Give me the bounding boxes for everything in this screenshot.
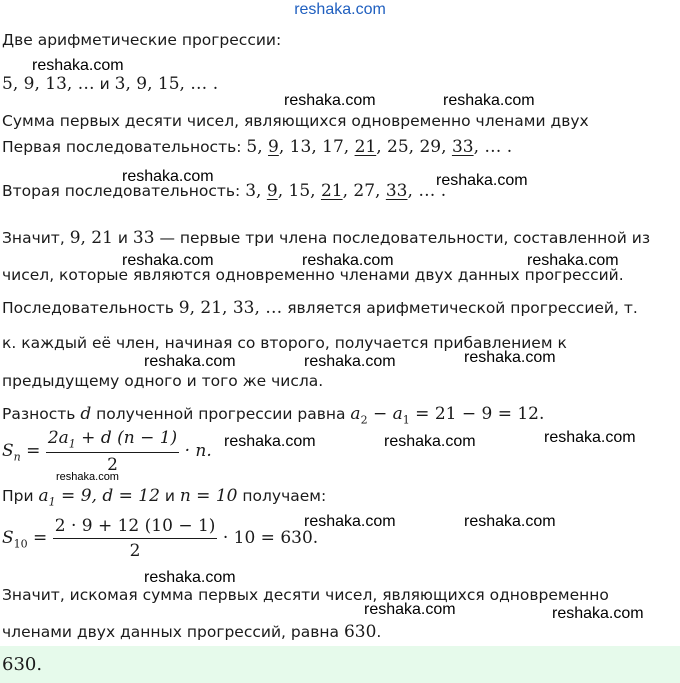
math-span: n = 10 — [179, 486, 238, 506]
sequence-term: 21 — [320, 181, 343, 201]
math-span: = 9, d = 12 — [55, 486, 160, 506]
math-span: 630 — [343, 622, 377, 642]
math-span: 33 — [132, 228, 155, 248]
math-span: 9, 21, 33, … — [178, 298, 283, 318]
text-span: Разность — [2, 405, 81, 423]
text-span: членами двух данных прогрессий, равна — [2, 623, 344, 641]
conclusion-line-1 — [2, 228, 650, 248]
math-span: a — [38, 486, 49, 506]
fraction-numerator — [46, 428, 179, 453]
watermark: reshaka.com — [284, 92, 376, 109]
second-sequence-end: … . — [418, 181, 447, 201]
math-span: 9, 21 — [69, 228, 113, 248]
watermark: reshaka.com — [464, 513, 556, 530]
sum-formula — [2, 428, 212, 475]
watermark: reshaka.com — [56, 471, 119, 483]
substitution-line — [2, 486, 326, 508]
fraction-denominator: 2 — [129, 541, 141, 561]
watermark: reshaka.com — [304, 513, 396, 530]
watermark: reshaka.com — [32, 57, 124, 74]
difference-line — [2, 404, 544, 426]
sequence-term: 29 — [419, 137, 442, 157]
final-line-2 — [2, 622, 381, 642]
math-span: a — [392, 404, 403, 424]
watermark: reshaka.com — [364, 601, 456, 618]
math-span: · n. — [179, 441, 212, 462]
subscript: 2 — [360, 413, 368, 427]
math-span: S — [2, 441, 14, 462]
sequence-separator: , — [343, 137, 355, 157]
first-sequence-values — [246, 137, 484, 157]
sequence-separator: , — [310, 181, 321, 201]
math-span: + d (n − 1) — [75, 428, 178, 448]
watermark: reshaka.com — [304, 353, 396, 370]
sequence-separator: , — [311, 137, 323, 157]
subscript: 1 — [402, 413, 410, 427]
subscript: 1 — [48, 495, 56, 509]
text-span: и — [159, 487, 180, 505]
watermark: reshaka.com — [527, 252, 619, 269]
sequence-separator: , — [257, 137, 269, 157]
sequence-term: 15 — [288, 181, 311, 201]
progressions-line — [2, 74, 218, 94]
site-header[interactable]: reshaka.com — [294, 1, 386, 18]
intro-line: Две арифметические прогрессии: — [2, 31, 282, 49]
fraction — [53, 516, 218, 561]
watermark: reshaka.com — [552, 605, 644, 622]
second-sequence-values — [245, 181, 418, 201]
sequence-term: 3 — [245, 181, 257, 201]
watermark: reshaka.com — [122, 168, 214, 185]
sequence-term: 27 — [353, 181, 376, 201]
sequence-term: 13 — [289, 137, 312, 157]
math-span: d — [80, 404, 92, 424]
math-span: = 21 − 9 = 12. — [409, 404, 545, 424]
sequence-separator: , — [407, 181, 419, 201]
text-span: и — [112, 229, 133, 247]
watermark: reshaka.com — [464, 349, 556, 366]
text-span: Значит, — [2, 229, 70, 247]
text-span: — первые три члена последовательности, составленной из — [154, 229, 651, 247]
fraction-denominator: 2 — [107, 455, 118, 476]
sequence-term: 33 — [385, 181, 408, 201]
subscript: 10 — [13, 537, 28, 551]
explanation-line-1: к. каждый её член, начиная со второго, получается прибавлением к — [2, 334, 567, 352]
and-word: и — [94, 75, 115, 93]
sequence-term: 17 — [322, 137, 344, 157]
text-span: При — [2, 487, 39, 505]
sum-calculation — [2, 516, 318, 561]
sequence-term: 5 — [246, 137, 258, 157]
second-sequence-line — [2, 181, 446, 201]
sequence-separator: , — [375, 181, 386, 201]
text-span: является арифметической прогрессией, т. — [282, 299, 638, 317]
sequence-separator: , — [473, 137, 485, 157]
sequence-claim-line — [2, 298, 638, 318]
sequence-separator: , — [256, 181, 267, 201]
watermark: reshaka.com — [436, 172, 528, 189]
fraction — [46, 428, 179, 475]
math-span: a — [350, 404, 361, 424]
watermark: reshaka.com — [122, 252, 214, 269]
fraction-numerator: 2 · 9 + 12 (10 − 1) — [53, 516, 218, 539]
progression-1: 5, 9, 13, … — [2, 74, 95, 94]
text-span: получаем: — [237, 487, 327, 505]
answer-value: 630. — [2, 654, 43, 675]
math-span: = — [27, 528, 53, 548]
conclusion-line-2: чисел, которые являются одновременно членами двух данных прогрессий. — [2, 266, 624, 284]
sequence-separator: , — [408, 137, 420, 157]
watermark: reshaka.com — [224, 433, 316, 450]
math-span: 2a — [47, 428, 69, 448]
subscript: n — [13, 450, 21, 464]
sequence-term: 33 — [451, 137, 474, 157]
progression-2: 3, 9, 15, … . — [114, 74, 219, 94]
sequence-term: 21 — [354, 137, 377, 157]
watermark: reshaka.com — [384, 433, 476, 450]
subscript: 1 — [68, 437, 76, 451]
sequence-term: 25 — [387, 137, 409, 157]
second-sequence-label: Вторая последовательность: — [2, 182, 246, 200]
math-span: = — [20, 441, 46, 462]
watermark: reshaka.com — [544, 429, 636, 446]
answer-box — [0, 646, 680, 683]
first-sequence-end: … . — [484, 137, 513, 157]
text-span: полученной прогрессии равна — [91, 405, 351, 423]
math-span: S — [2, 528, 14, 548]
sequence-separator: , — [441, 137, 452, 157]
math-span: · 10 = 630. — [217, 528, 319, 548]
math-span: − — [367, 404, 393, 424]
sequence-term: 9 — [266, 181, 278, 201]
final-line-1: Значит, искомая сумма первых десяти чисел, являющихся одновременно — [2, 586, 609, 604]
watermark: reshaka.com — [144, 569, 236, 586]
sequence-term: 9 — [268, 137, 279, 157]
watermark: reshaka.com — [144, 353, 236, 370]
watermark: reshaka.com — [302, 252, 394, 269]
first-sequence-line — [2, 137, 512, 157]
text-span: Последовательность — [2, 299, 179, 317]
text-span: . — [376, 623, 382, 641]
sequence-separator: , — [277, 181, 289, 201]
explanation-line-2: предыдущему одного и того же числа. — [2, 372, 324, 390]
sequence-separator: , — [278, 137, 290, 157]
first-sequence-label: Первая последовательность: — [2, 138, 247, 156]
watermark: reshaka.com — [443, 92, 535, 109]
sequence-separator: , — [376, 137, 388, 157]
sequence-separator: , — [342, 181, 354, 201]
task-line: Сумма первых десяти чисел, являющихся одновременно членами двух — [2, 112, 589, 130]
